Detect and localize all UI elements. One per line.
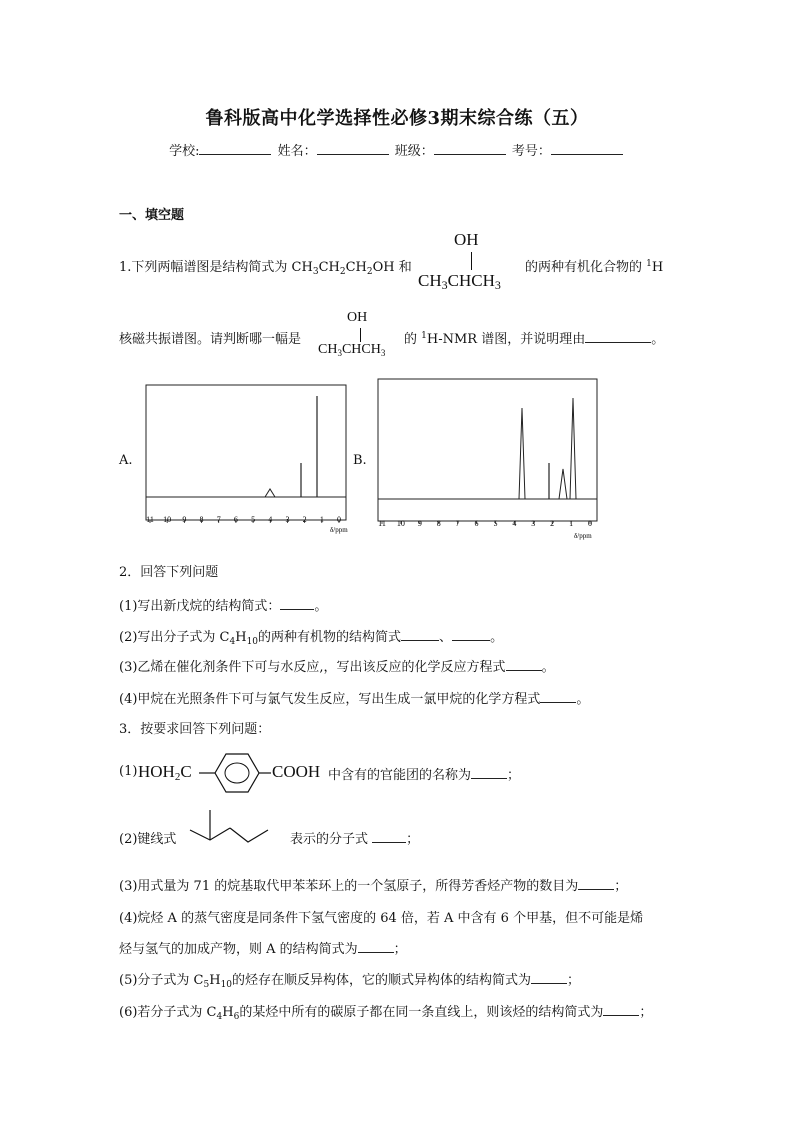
axis-tick-label: 1 [319,515,324,524]
isopropanol-structure-large [418,230,524,296]
q2-p2-blank2[interactable] [452,628,490,641]
axis-tick-label: 9 [417,519,422,528]
axis-tick-label: 4 [512,519,517,528]
benzene-ring-icon [199,750,273,796]
q1-line2-suffix: 的 $^1$H-NMR 谱图，并说明理由 。 [404,331,665,347]
axis-tick-label: 3 [531,519,536,528]
oh-group-large: OH [454,230,479,249]
q3-part3: (3)用式量为 71 的烷基取代甲苯苯环上的一个氢原子，所得芳香烃产物的数目为 ； [119,879,628,894]
q3-part6: (6)若分子式为 $C_4H_6$的某烃中所有的碳原子都在同一条直线上，则该烃的结构简式为 ； [119,1005,653,1022]
section-heading: 一、填空题 [119,208,185,223]
q1-line2-prefix: 核磁共振谱图。请判断哪一幅是 [119,332,302,347]
axis-tick-label: 11 [146,515,154,524]
spectrum-b-frame [378,379,597,521]
skeletal-formula-icon [188,806,280,856]
q3-p6-blank[interactable] [603,1003,639,1016]
axis-tick-label: 7 [216,515,221,524]
q3-part4-line2: 烃与氢气的加成产物，则 A 的结构简式为 ； [119,942,407,957]
q3-part1-prefix: (1) [119,764,138,779]
chain-large: $CH_3CHCH_3$ [418,271,501,292]
q1-line1: 1.下列两幅谱图是结构简式为 $CH_3CH_2CH_2OH$ 和 [119,260,412,277]
spectrum-b-peak-1.1 [570,398,576,499]
q2-part4: (4)甲烷在光照条件下可与氯气发生反应，写出生成一氯甲烷的化学方程式 。 [119,692,590,707]
q2-part2: (2)写出分子式为 $C_4H_{10}$的两种有机物的结构简式 、 。 [119,630,504,647]
axis-tick-label: 10 [396,519,405,528]
school-label: 学校: [169,144,200,159]
q3-part1-right-group: COOH [272,762,321,781]
bond-line-small [360,328,361,342]
spectrum-a-peak-4 [265,489,275,497]
q3-p1-blank[interactable] [471,766,507,779]
axis-tick-label: 0 [337,515,341,524]
q3-p4-blank[interactable] [358,940,394,953]
page-title: 鲁科版高中化学选择性必修3期末综合练（五） [205,108,589,129]
q3-part2-text: 表示的分子式 ； [290,832,420,847]
axis-tick-label: 7 [455,519,460,528]
spectrum-b [374,376,602,542]
isopropanol-structure-small [318,310,404,360]
spectrum-b-peak-3.6 [519,408,525,499]
axis-tick-label: 0 [588,519,592,528]
q2-p4-blank[interactable] [540,690,576,703]
axis-tick-label: 8 [199,515,204,524]
exam-no-blank[interactable] [551,142,623,155]
class-blank[interactable] [434,142,506,155]
q2-part1: (1)写出新戊烷的结构简式： 。 [119,599,328,614]
q3-part2-prefix: (2)键线式 [119,832,177,847]
oh-group-small: OH [347,310,368,325]
axis-tick-label: 2 [550,519,555,528]
q2-p1-blank[interactable] [280,597,314,610]
q3-part5: (5)分子式为 $C_5H_{10}$的烃存在顺反异构体，它的顺式异构体的结构简式为 ； [119,973,581,990]
spectrum-a-label: A. [119,453,133,468]
q3-heading: 3．按要求回答下列问题： [119,722,271,737]
school-blank[interactable] [199,142,271,155]
chain-small: $CH_3CHCH_3$ [318,342,386,358]
axis-tick-label: 6 [233,515,238,524]
axis-tick-label: 5 [251,515,256,524]
axis-tick-label: 5 [493,519,498,528]
axis-tick-label: 9 [182,515,187,524]
q3-p3-blank[interactable] [578,877,614,890]
q2-part3: (3)乙烯在催化剂条件下可与水反应,，写出该反应的化学反应方程式 。 [119,660,555,675]
class-label: 班级： [394,144,434,159]
student-info-line [0,140,794,159]
name-label: 姓名： [277,144,317,159]
axis-tick-label: 11 [378,519,386,528]
spectrum-a-unit: δ/ppm [330,526,348,534]
axis-tick-label: 8 [436,519,441,528]
spectrum-a [140,380,352,540]
q1-line1-suffix: 的两种有机化合物的 $^1$H [525,259,664,275]
spectrum-b-ticks [378,519,592,528]
exam-no-label: 考号： [511,144,551,159]
q3-part1-text: 中含有的官能团的名称为 ； [328,768,521,783]
q2-p3-blank[interactable] [506,658,542,671]
spectrum-a-frame [146,385,346,520]
axis-tick-label: 4 [268,515,273,524]
axis-tick-label: 2 [302,515,307,524]
axis-tick-label: 1 [569,519,574,528]
q2-heading: 2．回答下列问题 [119,565,219,580]
q1-answer-blank[interactable] [585,330,651,343]
bond-line-large [471,252,472,270]
axis-tick-label: 10 [163,515,172,524]
q2-p2-blank1[interactable] [401,628,439,641]
q3-p2-blank[interactable] [372,830,406,843]
spectrum-b-unit: δ/ppm [574,532,592,540]
q3-part4-line1: (4)烷烃 A 的蒸气密度是同条件下氢气密度的 64 倍，若 A 中含有 6 个甲基，但不可能是烯 [119,911,644,926]
q3-p5-blank[interactable] [531,971,567,984]
spectrum-b-label: B. [353,453,367,468]
q3-part1-left-group: $HOH_2C$ [138,762,192,783]
axis-tick-label: 3 [285,515,290,524]
spectrum-b-peak-1.3 [559,469,567,499]
q1-line1-prefix: 1.下列两幅谱图是结构简式为 CH [119,260,313,275]
name-blank[interactable] [317,142,389,155]
axis-tick-label: 6 [474,519,479,528]
